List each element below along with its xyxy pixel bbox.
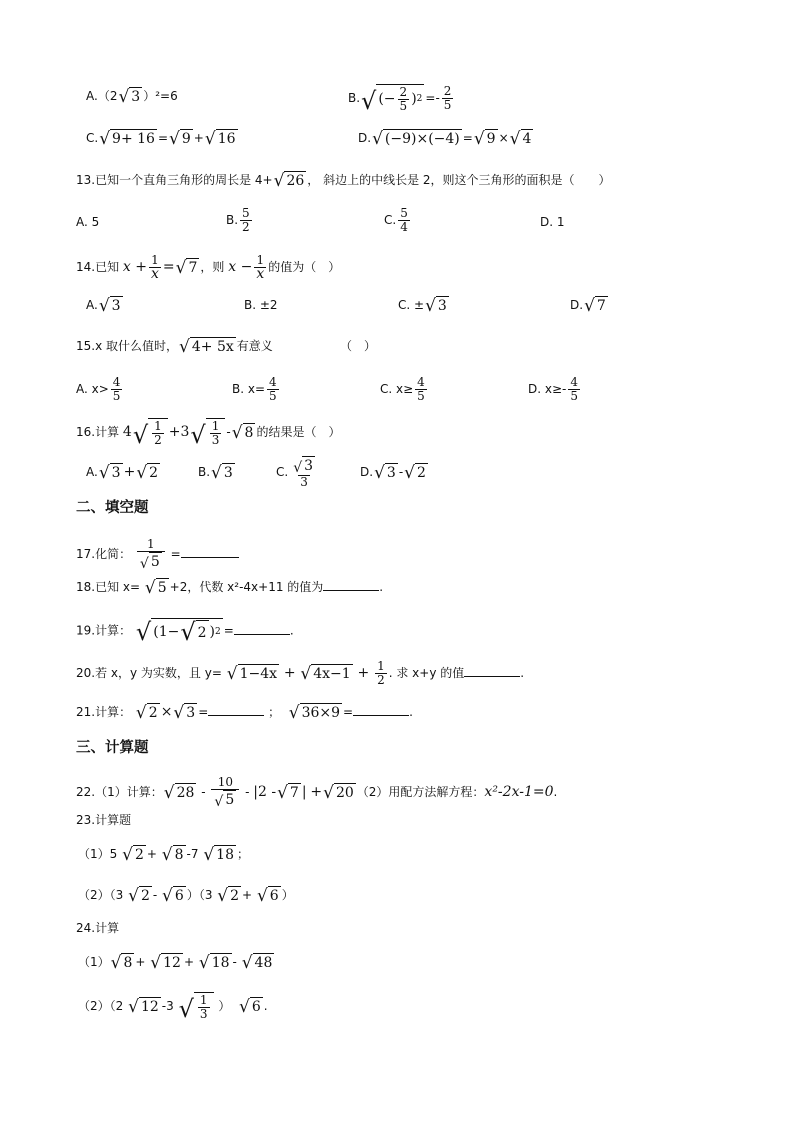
sqrt: √ $\frac{1}{3}$ [179,992,214,1021]
option-label: B. [226,213,239,227]
sqrt: √ 4x−1 [300,664,351,684]
q15-option-c [380,376,429,403]
option-label: A. [86,298,98,312]
sqrt: √ 7 [277,783,299,803]
sqrt: √ 12 [150,953,181,973]
radicand: (−9)×(−4) [384,131,460,147]
numerator: 4 [570,375,578,389]
fraction [210,420,222,447]
radicand: 7 [188,260,198,276]
question-15 [76,336,273,356]
q18-prefix: 18.已知 x= [76,580,141,594]
denominator: x [256,266,265,282]
part-label: （2）（2 [78,999,124,1013]
semicolon: ； [237,847,250,861]
radicand: 5 [150,554,160,570]
answer-blank[interactable] [323,578,379,591]
sqrt: √ 6 [162,886,184,906]
sqrt: √ 16 [204,129,236,149]
minus: - [398,465,404,479]
q20-suffix: . 求 x+y 的值 [388,666,465,680]
option-text: A. 5 [76,215,100,229]
option-label: C. ± [398,298,425,312]
question-22 [76,776,557,809]
plus: + [135,955,146,969]
radicand: 3 [386,465,396,481]
option-label: B. [198,465,211,479]
minus: - [152,888,158,902]
q12b-label: B. [348,91,361,105]
q19-prefix: 19.计算： [76,623,132,638]
denominator: 3 [300,475,308,489]
numerator: 4 [417,375,425,389]
numerator: 4 [112,375,121,389]
q15-option-d [528,376,582,403]
radicand: 4x−1 [313,666,351,682]
q12-option-d [358,128,534,148]
equals: = [157,131,169,145]
plus: + [242,888,253,902]
sqrt: √ 8 [161,845,184,865]
numerator: 5 [242,206,250,220]
numerator: 4 [269,375,277,389]
part-label: （1） [78,955,110,969]
option-label: C. [276,465,289,479]
sqrt: √ 3 [425,296,447,316]
fraction [568,376,580,403]
sqrt: √ 2 [122,845,144,865]
radicand: 5 [157,580,167,596]
sqrt: √ 28 [163,783,195,803]
radicand: 3 [304,458,314,474]
radicand: 3 [437,298,447,314]
q15-prefix: 15.x 取什么值时， [76,339,179,353]
fraction [240,207,252,234]
times: × [160,704,173,720]
fraction [137,538,165,571]
q18-suffix: +2，代数 x²-4x+11 的值为 [169,580,324,594]
q14-option-b [244,295,278,315]
numerator: 1 [211,419,220,433]
question-16 [76,418,340,447]
radicand: 2 [196,620,209,644]
q13-option-d [540,212,565,232]
radicand: 5 [225,792,235,808]
fraction [398,207,410,234]
radicand: 3 [223,465,233,481]
math: x − [228,259,253,275]
minus: -3 [161,999,174,1013]
plus: + [357,665,370,681]
denominator: 5 [399,99,408,113]
answer-paren: （ ） [340,339,377,353]
sqrt: √ 3 [173,703,196,723]
numerator: 2 [399,85,408,99]
radicand: 28 [176,785,195,801]
denominator: 5 [443,98,452,112]
denominator: 5 [570,389,578,403]
sqrt: √ 12 [128,997,159,1017]
question-13 [76,170,611,190]
radicand: 20 [335,785,354,801]
numerator: 1 [147,537,155,551]
q13-option-a [76,212,99,232]
period: . [263,999,268,1013]
fraction [267,376,279,403]
sqrt: √ 6 [256,886,279,906]
sqrt: √ 36×9 [288,703,341,723]
denominator: 3 [199,1007,208,1021]
sqrt: √ 9+ 16 [99,129,155,149]
question-19 [76,618,294,644]
paren: ) [411,91,417,107]
q13-suffix: ， 斜边上的中线长是 2，则这个三角形的面积是（ ） [307,173,611,187]
denominator: x [151,266,159,282]
question-17 [76,538,239,571]
plus: + [183,955,195,969]
q23-part-1 [78,844,249,864]
radicand: 18 [216,847,234,863]
radicand: 8 [244,425,254,441]
sqrt: √ 2 [136,463,159,483]
radicand: 2 [140,888,150,904]
numerator: 5 [400,206,408,220]
radicand: 3 [111,298,121,314]
sqrt: √ 6 [239,997,261,1017]
sqrt: √ 18 [198,953,230,973]
answer-blank[interactable] [181,545,239,558]
question-24-title: 24.计算 [76,921,120,935]
radicand: 6 [269,888,279,904]
q12a-label: A.（2 [86,89,118,103]
sqrt: √ 3 [211,463,233,483]
option-label: A. x> [76,382,109,396]
abs-close: | [301,784,307,800]
answer-blank[interactable] [464,664,520,677]
sqrt: √ 1−4x [226,664,278,684]
period: . [379,580,384,594]
period: . [409,705,413,719]
fraction [149,254,161,281]
numerator: 1 [154,419,162,433]
equals: = [343,705,354,719]
coef: 4 [122,424,132,440]
q14-mid: ，则 [200,260,225,274]
equals: = [223,623,234,638]
fraction [198,994,210,1021]
radicand: 6 [251,999,261,1015]
sqrt: √ 2 [128,886,150,906]
radicand: 3 [131,89,141,105]
q13-option-b [226,207,254,234]
sqrt: √ 8 [231,423,254,443]
close: ） [281,888,294,902]
q12d-label: D. [358,131,372,145]
equals: = [170,547,181,561]
denominator: 2 [242,220,250,234]
q20-prefix: 20.若 x，y 为实数，且 y= [76,666,222,680]
radicand: 12 [163,955,181,971]
paren: (− [378,91,396,107]
q16-option-b [198,462,236,482]
abs-open: |2 - [253,784,277,800]
q12-option-a [86,86,178,106]
radicand: 9 [181,131,191,147]
sqrt: √ 3 [98,296,121,316]
q13-prefix: 13.已知一个直角三角形的周长是 4+ [76,173,273,187]
question-18 [76,577,383,597]
q16-prefix: 16.计算 [76,425,120,439]
radicand: 3 [111,465,121,481]
minus: - [245,785,250,799]
plus: + [146,847,157,861]
minus: -7 [186,847,199,861]
exponent: 2 [215,626,221,637]
option-label: D. x≥- [528,382,567,396]
equals: = [198,705,209,719]
q15-paren [340,336,376,356]
q12-option-c [86,128,239,148]
sqrt: √ (−9)×(−4) [372,129,460,149]
sqrt: √ 5 [139,554,160,572]
radicand: 7 [289,785,299,801]
q21-prefix: 21.计算： [76,705,132,719]
question-21 [76,702,413,722]
q22-prefix: 22.（1）计算： [76,785,163,799]
period: . [289,623,294,638]
radicand: 18 [211,955,230,971]
close: ） [218,999,231,1013]
option-label: D. [360,465,374,479]
fraction [398,86,410,113]
q16-option-c [276,456,320,489]
sqrt: √ 5 [144,578,167,598]
sqrt: √ 9 [473,129,496,149]
period: . [553,785,558,799]
numerator: 1 [256,253,265,267]
sqrt: √ ( 1− √ 2 ) 2 [135,618,221,646]
q15-suffix: 有意义 [236,339,273,353]
radicand: 9 [486,131,496,147]
denominator: 4 [400,220,408,234]
section-heading-calculation: 三、计算题 [76,740,149,756]
radicand: 2 [230,888,240,904]
radicand: 6 [174,888,184,904]
sqrt: √ 3 [293,458,314,476]
radicand: 8 [174,847,184,863]
sqrt: √ 2 [217,886,240,906]
equals: =- [425,91,440,105]
q16-option-a [86,462,161,482]
option-label: C. [384,213,397,227]
sqrt: √ 20 [323,783,354,803]
option-label: C. x≥ [380,382,414,396]
plus: + [283,665,296,681]
answer-blank[interactable] [353,703,409,716]
times: × [498,131,509,145]
numerator: 1 [151,253,159,267]
denominator: 5 [269,389,277,403]
radicand: 1−4x [239,666,278,682]
equals: = [462,131,473,145]
plus: + [123,464,136,480]
q16-suffix: 的结果是（ ） [256,425,341,439]
q23-part-2 [78,885,294,905]
sqrt: √ 2 [180,618,207,646]
radicand: 48 [254,955,273,971]
q12a-tail: ）²=6 [143,89,178,103]
plus: + [310,784,323,800]
minus: - [232,955,237,969]
option-text: B. ±2 [244,298,278,312]
radicand: 4 [522,131,532,147]
equation: x²-2x-1=0 [484,784,554,800]
numerator: 1 [199,993,208,1007]
radicand: 36×9 [301,705,341,721]
sqrt: √ 5 [214,792,235,810]
answer-blank[interactable] [208,703,264,716]
math: 1− [158,623,180,640]
q14-option-c [398,295,450,315]
option-label: B. x= [232,382,266,396]
radicand: 2 [148,705,158,721]
q14-prefix: 14.已知 [76,260,120,274]
option-text: D. 1 [540,215,565,229]
minus: - [201,785,206,799]
sqrt: √ 9 [169,129,191,149]
radicand: 4+ 5x [191,339,234,355]
q13-option-c [384,207,412,234]
option-label: A. [86,465,98,479]
q12-option-b [348,84,455,113]
sqrt: √ 3 [374,463,396,483]
denominator: 3 [211,433,220,447]
sqrt: √ 18 [203,845,234,865]
sqrt: √ $\frac{1}{3}$ [190,418,225,447]
fraction [442,85,454,112]
fraction [415,376,427,403]
q24-part-2 [78,992,268,1021]
sqrt: √ 7 [584,296,606,316]
radicand: 2 [417,465,426,481]
denominator: 5 [417,389,425,403]
radicand: 2 [149,465,159,481]
denominator: 2 [154,433,162,447]
q15-option-b [232,376,281,403]
sqrt: √ 2 [404,463,426,483]
fraction [152,420,164,447]
q22-part2: （2）用配方法解方程： [356,785,485,799]
minus: - [226,425,231,439]
sqrt: √ 8 [110,953,133,973]
math: x + [122,259,147,275]
part-label: （1）5 [78,847,118,861]
question-14 [76,254,340,281]
section-heading-fill-in: 二、填空题 [76,500,149,516]
plus: +3 [168,424,190,440]
q12c-label: C. [86,131,99,145]
sqrt: √ 3 [118,87,141,107]
option-label: D. [570,298,584,312]
q16-option-d [360,462,429,482]
fraction [375,660,387,687]
question-23-title: 23.计算题 [76,813,132,827]
sqrt: √ 4 [509,129,532,149]
denominator: 5 [112,389,121,403]
fraction [111,376,123,403]
radicand: 2 [134,847,144,863]
question-20 [76,660,524,687]
radicand: 9+ 16 [112,131,155,147]
denominator: 2 [377,673,385,687]
fraction [211,776,239,809]
q17-prefix: 17.化简： [76,547,132,561]
fraction [254,254,266,281]
numerator: 1 [377,659,385,673]
radicand: 8 [123,955,133,971]
part-label: （2）（3 [78,888,124,902]
sqrt: √ 26 [273,171,305,191]
sqrt: √ 2 [135,703,158,723]
sqrt: √ 3 [98,463,121,483]
radicand: 26 [286,173,305,189]
sqrt: √ 4+ 5x [179,337,234,357]
sqrt: √ (− $\frac{2}{5}$ ) 2 [361,85,423,115]
radicand: 7 [596,298,606,314]
mid: ）（3 [186,888,213,902]
radicand: 12 [140,999,159,1015]
period: . [520,666,525,680]
numerator: 10 [217,775,233,789]
plus: + [193,131,204,145]
q14-suffix: 的值为（ ） [268,260,341,274]
numerator: 2 [443,84,452,98]
separator: ； [268,705,281,719]
radicand: 16 [217,131,236,147]
equals: = [162,259,175,275]
fraction [290,456,318,489]
q15-option-a [76,376,124,403]
sqrt: √ 48 [241,953,273,973]
radicand: 3 [186,705,196,721]
sqrt: √ 7 [175,258,198,278]
answer-blank[interactable] [234,622,290,635]
exponent: 2 [416,94,423,104]
sqrt: √ $\frac{1}{2}$ [133,418,168,447]
q14-option-a [86,295,124,315]
q24-part-1 [78,952,275,972]
q14-option-d [570,295,609,315]
